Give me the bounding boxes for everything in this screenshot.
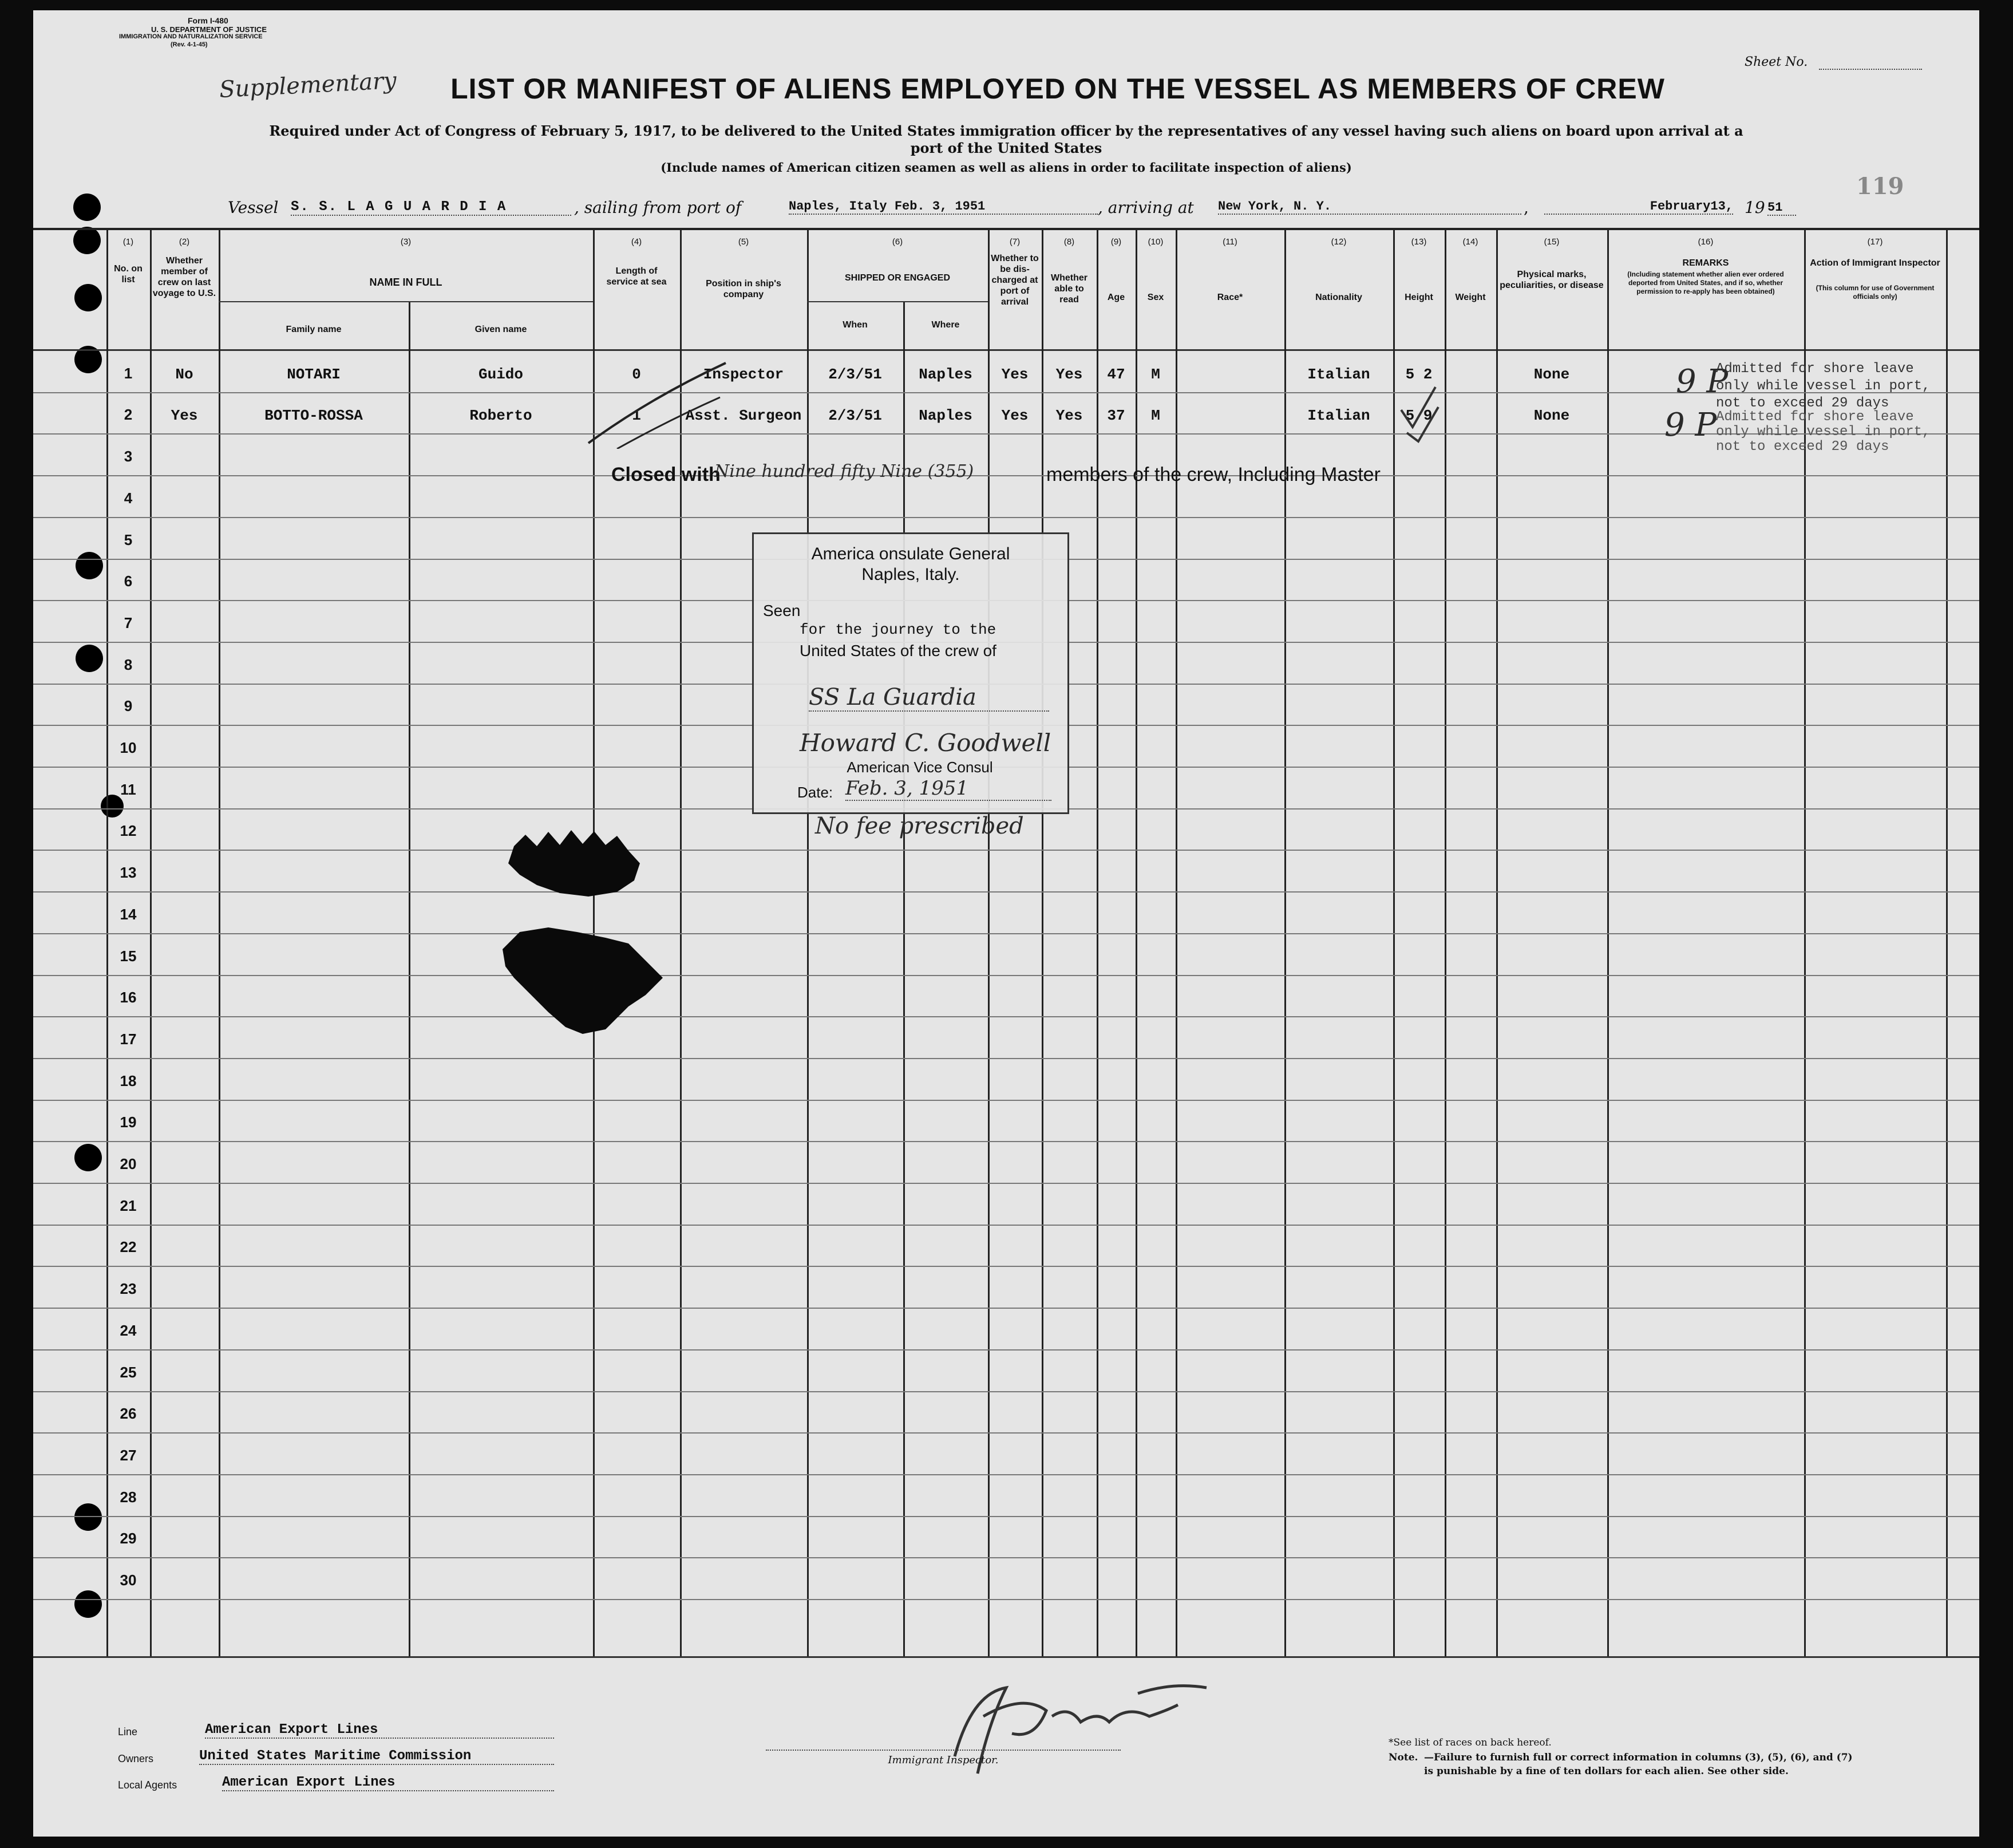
col-header-read: Whether able to read [1051,273,1087,305]
column-divider [1097,228,1098,1656]
footer-agents-label: Local Agents [118,1779,177,1791]
footer-owners-label: Owners [118,1753,154,1764]
col-num: (13) [1411,237,1427,247]
column-divider [219,228,220,1656]
inspector-mark-row1: 9 P [1676,363,1729,400]
remarks-row2: Admitted for shore leave only while vessel in port, not to exceed 29 days [1716,409,1931,455]
col-num: (17) [1867,237,1883,247]
row-number: 10 [120,739,137,756]
nationality-cell: Italian [1307,407,1370,425]
row-number: 27 [120,1446,137,1464]
sailing-label: , sailing from port of [574,198,742,217]
row-number: 8 [124,656,133,673]
row-line [33,933,1979,934]
row-number: 30 [120,1571,137,1589]
read-cell: Yes [1055,407,1083,425]
row-number: 14 [120,905,137,923]
row-line [33,1266,1979,1267]
row-line [33,1516,1979,1517]
col-header-position: Position in ship's company [706,279,781,299]
name-subheader-line [219,301,593,302]
discharged-cell: Yes [1001,407,1029,425]
col-header-where: Where [931,320,960,330]
last-voyage-cell: No [175,365,193,383]
manifest-sheet [33,10,1979,1837]
row-line [33,1141,1979,1142]
col-num: (15) [1544,237,1560,247]
stamp-date-label: Date: [797,784,833,801]
stamp-line2: Naples, Italy. [861,565,960,584]
col-header-discharged: Whether to be dis-charged at port of arrival [991,254,1039,307]
where-cell: Naples [919,407,972,425]
footer-note-label: Note. [1389,1752,1418,1763]
column-divider [1136,228,1137,1656]
position-cell: Asst. Surgeon [685,407,802,425]
age-cell: 47 [1107,365,1125,383]
col-num: (11) [1223,237,1237,247]
consulate-stamp [752,532,1069,814]
when-cell: 2/3/51 [828,365,882,383]
subtitle-line3: (Include names of American citizen seamen as well as aliens in order to facilitate inspection of aliens) [661,160,1352,175]
column-divider [1607,228,1609,1656]
row-number: 20 [120,1155,137,1172]
col-header-when: When [843,320,868,330]
col-header-height: Height [1405,293,1433,302]
punch-hole [73,194,101,221]
col-header-sex: Sex [1147,293,1164,302]
row-number: 29 [120,1530,137,1547]
row-line [33,517,1979,518]
col-num: (4) [631,237,642,247]
seal-blot-icon [503,823,663,1052]
stamp-seen: Seen [763,602,801,619]
row-number: 1 [124,364,133,382]
row-line [33,1016,1979,1017]
footer-line-label: Line [118,1726,138,1738]
footer-note-text2: is punishable by a fine of ten dollars for each alien. See other side. [1424,1766,1789,1777]
row-number: 5 [124,531,133,548]
col-header-last-voyage: Whether member of crew on last voyage to U.S. [152,256,216,298]
col-num: (5) [738,237,749,247]
column-divider [903,302,905,1656]
sheet-no-field[interactable] [1819,68,1922,70]
column-divider [1496,228,1498,1656]
col-header-weight: Weight [1455,293,1486,302]
col-header-family-name: Family name [286,325,342,334]
col-header-remarks-note: (Including statement whether alien ever ordered deported from United States, and if so, whether permission to re-apply has been obtained) [1627,270,1784,295]
row-line [33,475,1979,476]
stamp-date: Feb. 3, 1951 [845,777,1051,801]
row-line [33,850,1979,851]
row-line [33,1391,1979,1392]
sex-cell: M [1151,407,1160,425]
family-name-cell: BOTTO-ROSSA [264,407,363,425]
col-header-inspector: Action of Immigrant Inspector [1810,258,1940,268]
row-number: 11 [120,780,136,798]
age-cell: 37 [1107,407,1125,425]
row-line [33,1474,1979,1475]
crew-table [33,228,1979,1653]
row-number: 9 [124,697,133,715]
row-number: 2 [124,406,133,424]
footer-agents-value: American Export Lines [222,1775,554,1791]
form-service: IMMIGRATION AND NATURALIZATION SERVICE [119,33,263,40]
row-number: 26 [120,1405,137,1423]
column-divider [150,228,152,1656]
position-cell: Inspector [703,365,784,383]
service-cell: 0 [632,365,641,383]
row-number: 25 [120,1363,137,1381]
strike-mark [583,357,731,449]
sheet-no-label: Sheet No. [1745,55,1808,69]
arriving-at: New York, N. Y. [1218,199,1521,215]
col-num: (8) [1063,237,1075,247]
row-number: 19 [120,1113,137,1131]
comma-separator: , [1524,198,1529,217]
supplementary-note: Supplementary [219,67,397,104]
stamp-vessel-handwritten: SS La Guardia [809,684,1049,712]
column-divider [988,228,990,1656]
row-line [33,975,1979,976]
table-bottom-border [33,1656,1979,1658]
col-num: (12) [1331,237,1347,247]
row-line [33,1225,1979,1226]
row-number: 18 [120,1072,137,1089]
discharged-cell: Yes [1001,365,1029,383]
column-divider [1176,228,1177,1656]
where-cell: Naples [919,365,972,383]
row-number: 15 [120,947,137,965]
closing-note-suffix: members of the crew, Including Master [1046,464,1381,485]
vessel-label: Vessel [228,198,279,217]
col-header-no: No. on list [114,264,143,285]
column-divider [409,302,410,1656]
column-divider [106,228,108,1656]
year-prefix: 19 [1745,198,1765,217]
closing-note-handwritten: Nine hundred fifty Nine (355) [714,461,974,481]
col-num: (9) [1110,237,1122,247]
row-number: 16 [120,989,137,1006]
stamp-journey: for the journey to the [800,621,996,638]
footer-line-value: American Export Lines [205,1722,554,1739]
row-line [33,1599,1979,1600]
stamp-crew-of: United States of the crew of [800,642,996,660]
closing-note-prefix: Closed with [611,464,721,485]
row-line [33,891,1979,893]
header-separator [33,349,1979,351]
vessel-name: S. S. L A G U A R D I A [291,199,571,216]
year-suffix: 51 [1767,200,1796,216]
row-line [33,1308,1979,1309]
row-number: 22 [120,1238,137,1256]
col-num: (14) [1462,237,1478,247]
footer-races-note: *See list of races on back hereof. [1389,1737,1552,1748]
height-cell: 5 2 [1405,365,1433,383]
row-number: 28 [120,1488,137,1506]
col-header-physical: Physical marks, peculiarities, or disease [1500,270,1604,290]
service-cell: 1 [632,407,641,425]
row-line [33,1432,1979,1434]
form-revision: (Rev. 4-1-45) [171,41,208,48]
row-line [33,1349,1979,1351]
column-divider [1284,228,1286,1656]
col-num: (7) [1009,237,1021,247]
form-department: U. S. DEPARTMENT OF JUSTICE [151,25,267,34]
column-divider [1042,228,1043,1656]
manifest-title: LIST OR MANIFEST OF ALIENS EMPLOYED ON THE VESSEL AS MEMBERS OF CREW [450,73,1665,105]
remarks-row1: Admitted for shore leave only while vessel in port, not to exceed 29 days [1716,361,1931,411]
col-num: (6) [892,237,903,247]
physical-cell: None [1533,407,1570,425]
col-num: (3) [400,237,412,247]
stamp-signature: Howard C. Goodwell [800,729,1051,757]
row-number: 17 [120,1030,137,1048]
col-header-nationality: Nationality [1315,293,1362,302]
stamp-line1: America onsulate General [811,544,1010,563]
row-number: 12 [120,822,137,840]
col-num: (2) [179,237,190,247]
col-num: (16) [1698,237,1714,247]
col-header-race: Race* [1217,293,1243,302]
table-top-border [33,228,1979,230]
row-number: 7 [124,614,133,631]
row-number: 24 [120,1321,137,1339]
footer-inspector-label: Immigrant Inspector. [888,1754,999,1766]
col-header-service: Length of service at sea [606,266,667,287]
col-num: (1) [122,237,134,247]
row-number: 4 [124,489,133,507]
col-num: (10) [1148,237,1164,247]
col-header-remarks: REMARKS [1682,258,1729,268]
footer-note-text: —Failure to furnish full or correct information in columns (3), (5), (6), and (7) [1424,1752,1853,1763]
subtitle-line2: port of the United States [910,140,1102,156]
column-divider [807,228,809,1656]
checkmark-icon [1395,381,1458,444]
arriving-label: , arriving at [1098,198,1194,217]
when-cell: 2/3/51 [828,407,882,425]
row-line [33,1058,1979,1059]
col-header-shipped: SHIPPED OR ENGAGED [844,273,951,283]
column-divider [1393,228,1395,1656]
column-divider [1946,228,1948,1656]
stamp-fee-note: No fee prescribed [815,813,1024,839]
page-number: 119 [1856,173,1904,200]
col-header-name: NAME IN FULL [369,277,442,288]
footer-owners-value: United States Maritime Commission [199,1748,554,1765]
row-line [33,1100,1979,1101]
given-name-cell: Guido [478,365,523,383]
col-header-age: Age [1107,293,1125,302]
arrival-date: February13, [1544,199,1733,215]
height-cell: 5 9 [1405,407,1433,425]
row-line [33,1557,1979,1558]
col-header-inspector-note: (This column for use of Government officials only) [1816,284,1935,301]
row-number: 6 [124,572,133,590]
family-name-cell: NOTARI [287,365,341,383]
last-voyage-cell: Yes [171,407,198,425]
physical-cell: None [1533,365,1570,383]
stamp-vice-consul: American Vice Consul [847,759,993,776]
col-header-given-name: Given name [474,325,527,334]
sex-cell: M [1151,365,1160,383]
row-number: 21 [120,1197,137,1214]
row-line [33,1183,1979,1184]
subtitle-line1: Required under Act of Congress of February 5, 1917, to be delivered to the United States immigration officer by the representatives of any vessel having such aliens on board upon arrival at a [269,123,1743,139]
row-number: 13 [120,864,137,882]
inspector-signature-line [766,1748,1121,1751]
nationality-cell: Italian [1307,365,1370,383]
shipped-subheader-line [807,301,988,302]
inspector-mark-row2: 9 P [1664,406,1717,444]
row-number: 23 [120,1280,137,1298]
read-cell: Yes [1055,365,1083,383]
row-number: 3 [124,448,133,465]
form-number: Form I-480 [188,16,228,25]
sailing-from: Naples, Italy Feb. 3, 1951 [789,199,1098,215]
given-name-cell: Roberto [469,407,532,425]
